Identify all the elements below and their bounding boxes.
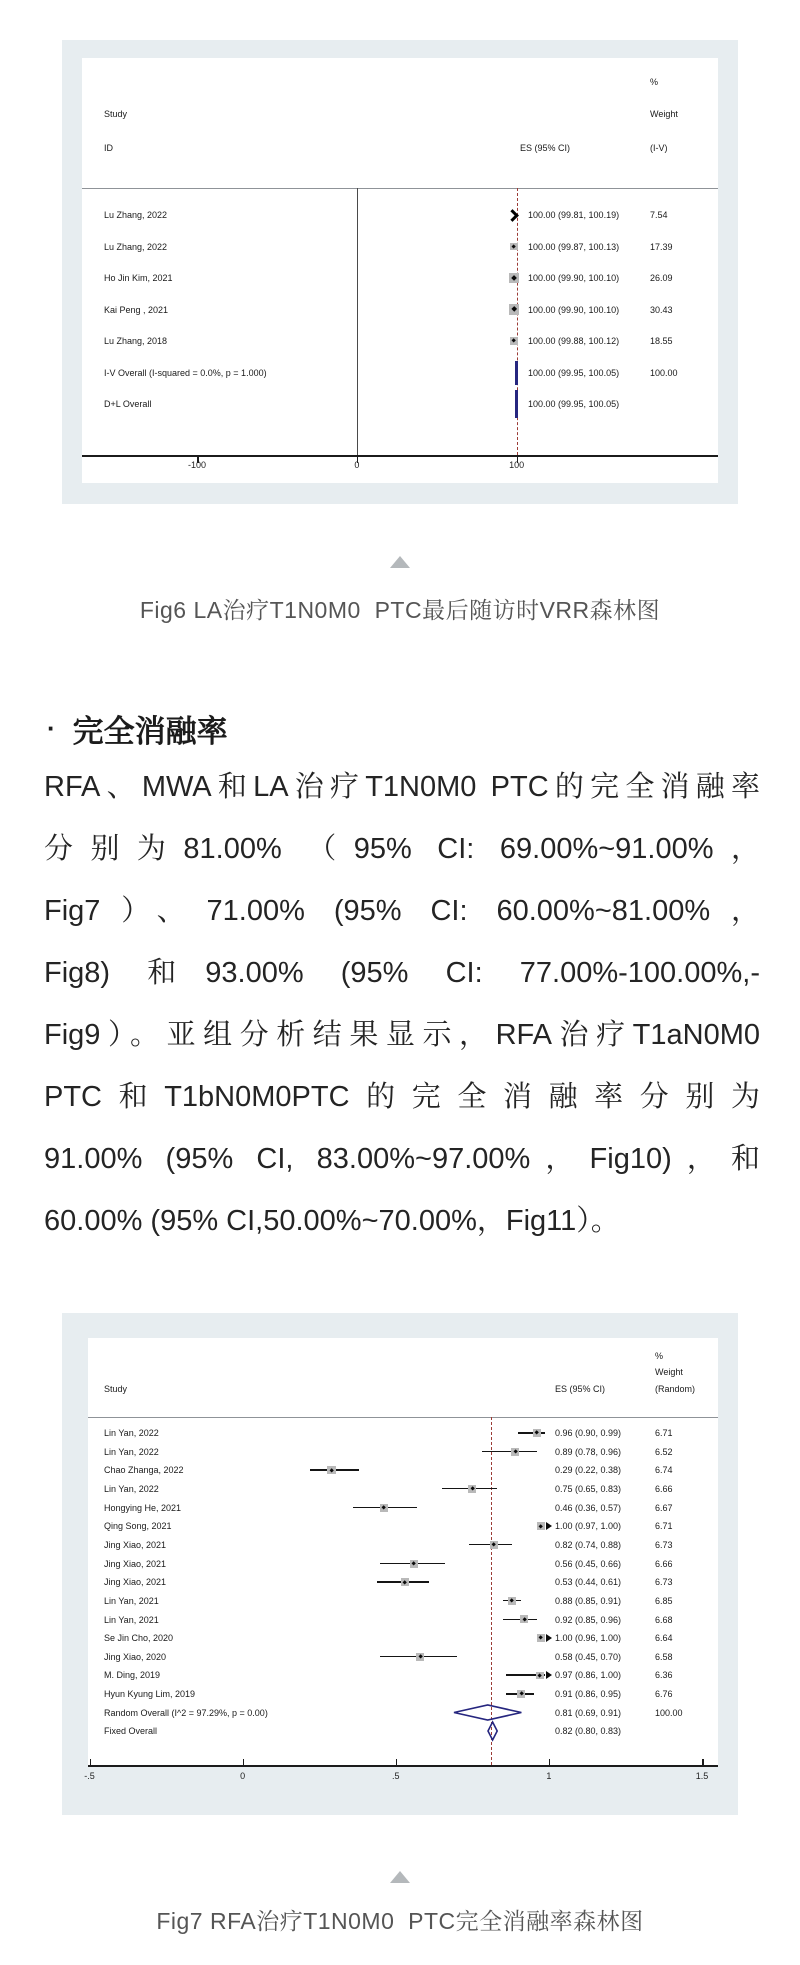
study-label: Random Overall (I^2 = 97.29%, p = 0.00) bbox=[104, 1707, 268, 1718]
weight-value: 26.09 bbox=[650, 273, 673, 283]
study-label: Fixed Overall bbox=[104, 1726, 158, 1737]
x-axis-line bbox=[82, 455, 718, 457]
x-axis-tick-label: 0 bbox=[240, 1771, 246, 1781]
x-axis-tick bbox=[90, 1759, 92, 1765]
effect-size-value: 0.56 (0.45, 0.66) bbox=[555, 1558, 622, 1569]
study-label: Hongying He, 2021 bbox=[104, 1502, 182, 1513]
ci-clipped-arrow-icon bbox=[546, 1634, 552, 1642]
effect-size-value: 100.00 (99.87, 100.13) bbox=[528, 241, 620, 252]
effect-size-value: 100.00 (99.90, 100.10) bbox=[528, 273, 620, 283]
effect-size-value: 0.89 (0.78, 0.96) bbox=[555, 1446, 622, 1457]
column-header-study: Study bbox=[104, 1384, 128, 1394]
effect-size-value: 0.75 (0.65, 0.83) bbox=[555, 1483, 622, 1494]
study-label: Qing Song, 2021 bbox=[104, 1521, 172, 1532]
study-label: Ho Jin Kim, 2021 bbox=[104, 273, 173, 283]
weight-value: 17.39 bbox=[650, 241, 673, 252]
weight-value: 6.73 bbox=[655, 1539, 673, 1550]
study-label: Lu Zhang, 2022 bbox=[104, 241, 168, 252]
study-label: Lin Yan, 2022 bbox=[104, 1428, 159, 1438]
x-axis-tick-label: 1.5 bbox=[695, 1771, 709, 1781]
forest-plot-la-vrr bbox=[82, 58, 718, 483]
study-label: D+L Overall bbox=[104, 399, 152, 409]
weight-value: 6.66 bbox=[655, 1558, 673, 1569]
study-label: Jing Xiao, 2021 bbox=[104, 1558, 167, 1569]
x-axis-tick-label: -.5 bbox=[84, 1771, 95, 1781]
weight-value: 6.68 bbox=[655, 1614, 673, 1625]
figure-fig6-panel bbox=[62, 40, 738, 504]
weight-value: 6.71 bbox=[655, 1428, 673, 1438]
paragraph-line: 分别为81.00% （95% CI: 69.00%~91.00%， bbox=[44, 833, 760, 865]
x-axis-tick-label: 0 bbox=[354, 460, 360, 470]
column-header-pct: % bbox=[655, 1351, 664, 1361]
overall-estimate-diamond bbox=[454, 1705, 521, 1720]
weight-value: 6.52 bbox=[655, 1446, 673, 1457]
ci-clipped-arrow-icon bbox=[546, 1671, 552, 1679]
x-axis-line bbox=[88, 1765, 718, 1767]
section-heading bbox=[0, 706, 800, 751]
overall-estimate-bar bbox=[515, 361, 518, 385]
x-axis-tick-label: -100 bbox=[188, 460, 207, 470]
study-label: M. Ding, 2019 bbox=[104, 1670, 161, 1681]
paragraph-line: 91.00% (95% CI, 83.00%~97.00%，Fig10)，和 bbox=[44, 1143, 760, 1175]
section-heading-text: 完全消融率 bbox=[72, 714, 228, 749]
x-axis-tick bbox=[702, 1759, 704, 1765]
paragraph-line: Fig8) 和93.00% (95% CI: 77.00%-100.00%,- bbox=[44, 957, 760, 989]
confidence-interval-line bbox=[518, 1432, 545, 1434]
study-label: Jing Xiao, 2021 bbox=[104, 1577, 167, 1588]
header-separator bbox=[82, 188, 718, 189]
effect-size-value: 100.00 (99.90, 100.10) bbox=[528, 304, 620, 315]
effect-size-value: 100.00 (99.95, 100.05) bbox=[528, 367, 620, 378]
paragraph-line: Fig9）。亚组分析结果显示，RFA治疗T1aN0M0 bbox=[44, 1019, 760, 1051]
effect-size-value: 1.00 (0.96, 1.00) bbox=[555, 1633, 622, 1644]
column-header-weight: Weight bbox=[655, 1367, 683, 1377]
weight-value: 6.71 bbox=[655, 1521, 673, 1532]
effect-size-value: 0.29 (0.22, 0.38) bbox=[555, 1465, 622, 1476]
effect-size-value: 100.00 (99.88, 100.12) bbox=[528, 336, 620, 346]
study-label: Chao Zhanga, 2022 bbox=[104, 1465, 184, 1476]
weight-value: 6.66 bbox=[655, 1483, 673, 1494]
column-header-weight: Weight bbox=[650, 109, 678, 119]
weight-value: 6.74 bbox=[655, 1465, 673, 1476]
weight-value: 18.55 bbox=[650, 336, 673, 346]
column-header-study: Study bbox=[104, 109, 128, 119]
figure-caption-fig6: Fig6 LA治疗T1N0M0 PTC最后随访时VRR森林图 bbox=[139, 597, 661, 623]
effect-size-value: 0.91 (0.86, 0.95) bbox=[555, 1689, 622, 1700]
weight-value: 100.00 bbox=[650, 367, 678, 378]
study-label: Lin Yan, 2021 bbox=[104, 1595, 159, 1606]
study-label: Lin Yan, 2021 bbox=[104, 1614, 159, 1625]
effect-size-value: 0.97 (0.86, 1.00) bbox=[555, 1670, 622, 1681]
collapse-triangle-icon[interactable] bbox=[390, 556, 410, 568]
effect-size-value: 0.82 (0.80, 0.83) bbox=[555, 1726, 622, 1737]
figure-caption-fig7: Fig7 RFA治疗T1N0M0 PTC完全消融率森林图 bbox=[156, 1908, 644, 1934]
weight-value: 6.76 bbox=[655, 1689, 673, 1700]
effect-size-value: 0.53 (0.44, 0.61) bbox=[555, 1577, 622, 1588]
effect-size-value: 0.46 (0.36, 0.57) bbox=[555, 1502, 622, 1513]
ci-clipped-arrow-icon bbox=[546, 1522, 552, 1530]
weight-value: 6.67 bbox=[655, 1502, 673, 1513]
weight-value: 6.85 bbox=[655, 1595, 673, 1606]
confidence-interval-line bbox=[482, 1451, 537, 1453]
x-axis-tick bbox=[396, 1759, 398, 1765]
x-axis-tick-label: 1 bbox=[546, 1771, 552, 1781]
effect-size-value: 100.00 (99.95, 100.05) bbox=[528, 399, 620, 409]
x-axis-tick bbox=[243, 1759, 245, 1765]
column-header-model: (I-V) bbox=[650, 143, 668, 153]
study-label: Se Jin Cho, 2020 bbox=[104, 1633, 174, 1644]
forest-plot-rfa-ablation bbox=[84, 1338, 718, 1781]
study-label: Lu Zhang, 2022 bbox=[104, 210, 168, 220]
paragraph-line: RFA、MWA和LA治疗T1N0M0 PTC的完全消融率 bbox=[44, 771, 760, 803]
collapse-triangle-icon[interactable] bbox=[390, 1871, 410, 1883]
weight-value: 6.64 bbox=[655, 1633, 673, 1644]
x-axis-tick-label: 100 bbox=[509, 460, 525, 470]
column-header-model: (Random) bbox=[655, 1384, 696, 1394]
paragraph-line: Fig7）、71.00% (95% CI: 60.00%~81.00%， bbox=[44, 895, 760, 927]
study-label: I-V Overall (I-squared = 0.0%, p = 1.000) bbox=[104, 367, 267, 378]
overall-estimate-bar bbox=[515, 390, 518, 418]
effect-size-value: 0.82 (0.74, 0.88) bbox=[555, 1539, 622, 1550]
effect-size-value: 0.92 (0.85, 0.96) bbox=[555, 1614, 622, 1625]
weight-value: 7.54 bbox=[650, 210, 668, 220]
x-axis-tick bbox=[549, 1759, 551, 1765]
study-label: Lu Zhang, 2018 bbox=[104, 336, 168, 346]
study-label: Lin Yan, 2022 bbox=[104, 1446, 159, 1457]
effect-size-value: 0.88 (0.85, 0.91) bbox=[555, 1595, 622, 1606]
weight-value: 6.36 bbox=[655, 1670, 673, 1681]
paragraph-line: 60.00% (95% CI,50.00%~70.00%，Fig11）。 bbox=[44, 1205, 620, 1237]
effect-size-value: 0.58 (0.45, 0.70) bbox=[555, 1651, 622, 1662]
column-header-es: ES (95% CI) bbox=[555, 1384, 606, 1394]
bullet-marker: · bbox=[47, 713, 56, 743]
zero-line bbox=[357, 188, 358, 455]
study-label: Kai Peng , 2021 bbox=[104, 304, 169, 315]
weight-value: 100.00 bbox=[655, 1707, 683, 1718]
study-label: Hyun Kyung Lim, 2019 bbox=[104, 1689, 196, 1700]
x-axis-tick-label: .5 bbox=[392, 1771, 400, 1781]
effect-size-value: 100.00 (99.81, 100.19) bbox=[528, 210, 620, 220]
overall-estimate-diamond bbox=[488, 1722, 497, 1740]
figure-fig7-panel bbox=[62, 1313, 738, 1815]
effect-size-value: 0.81 (0.69, 0.91) bbox=[555, 1707, 622, 1718]
column-header-id: ID bbox=[104, 143, 113, 153]
body-paragraph bbox=[44, 756, 760, 1252]
study-label: Jing Xiao, 2021 bbox=[104, 1539, 167, 1550]
study-label: Jing Xiao, 2020 bbox=[104, 1651, 167, 1662]
paragraph-line: PTC和T1bN0M0PTC的完全消融率分别为 bbox=[44, 1081, 760, 1113]
weight-value: 6.73 bbox=[655, 1577, 673, 1588]
effect-size-value: 0.96 (0.90, 0.99) bbox=[555, 1428, 622, 1438]
study-label: Lin Yan, 2022 bbox=[104, 1483, 159, 1494]
column-header-pct: % bbox=[650, 77, 659, 87]
effect-size-value: 1.00 (0.97, 1.00) bbox=[555, 1521, 622, 1532]
column-header-es: ES (95% CI) bbox=[520, 143, 571, 153]
weight-value: 6.58 bbox=[655, 1651, 673, 1662]
weight-value: 30.43 bbox=[650, 304, 673, 315]
header-separator bbox=[88, 1417, 718, 1418]
